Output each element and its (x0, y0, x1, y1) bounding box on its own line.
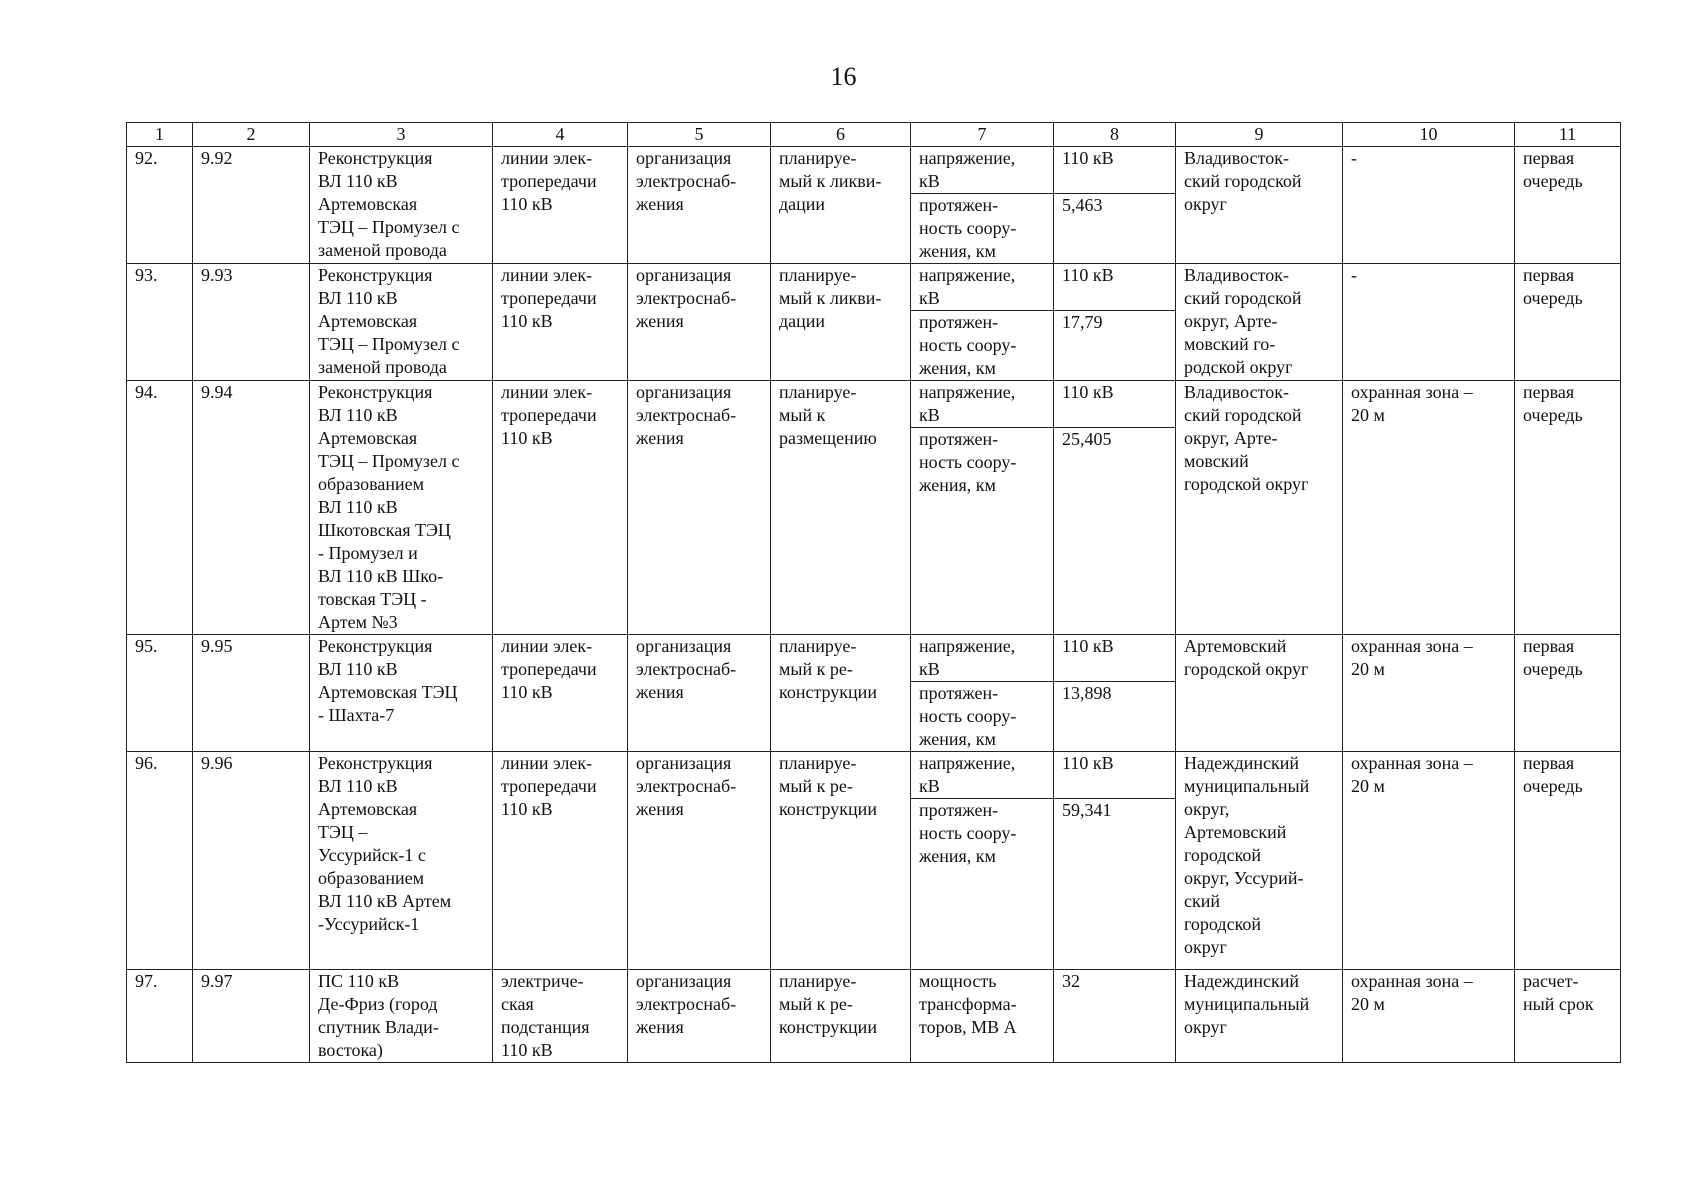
param-name: протяжен- ность соору- жения, км (911, 681, 1053, 751)
param-value: 5,463 (1054, 193, 1175, 217)
param-value: 25,405 (1054, 427, 1175, 451)
object-location: Надеждинский муниципальный округ, Артемовский городской округ, Уссурий- ский городской округ (1176, 752, 1343, 970)
column-header: 10 (1343, 123, 1515, 147)
protection-zone: - (1343, 264, 1515, 381)
table-row (127, 381, 1621, 635)
protection-zone: охранная зона – 20 м (1343, 635, 1515, 752)
object-name: Реконструкция ВЛ 110 кВ Артемовская ТЭЦ – Уссурийск-1 с образованием ВЛ 110 кВ Артем -Уссурийск-1 (310, 752, 493, 970)
param-value: 110 кВ (1062, 148, 1114, 168)
param-value: 17,79 (1054, 310, 1175, 334)
object-location: Владивосток- ский городской округ, Арте- мовский го- родской округ (1176, 264, 1343, 381)
param-value: 110 кВ (1062, 753, 1114, 773)
object-purpose: организация электроснаб- жения (628, 752, 771, 970)
param-name: протяжен- ность соору- жения, км (911, 310, 1053, 380)
param-names (911, 147, 1054, 264)
row-code: 9.97 (193, 970, 310, 1063)
object-purpose: организация электроснаб- жения (628, 970, 771, 1063)
param-name: напряжение, кВ (919, 265, 1016, 308)
param-values (1054, 752, 1176, 970)
param-name: напряжение, кВ (919, 636, 1016, 679)
param-names (911, 752, 1054, 970)
param-name: напряжение, кВ (919, 753, 1016, 796)
param-values (1054, 970, 1176, 1063)
row-number: 94. (127, 381, 193, 635)
object-name: Реконструкция ВЛ 110 кВ Артемовская ТЭЦ – Промузел с образованием ВЛ 110 кВ Шкотовская ТЭЦ - Промузел и ВЛ 110 кВ Шко- товская ТЭЦ - Артем №3 (310, 381, 493, 635)
row-code: 9.96 (193, 752, 310, 970)
column-header: 9 (1176, 123, 1343, 147)
object-purpose: организация электроснаб- жения (628, 635, 771, 752)
param-names (911, 381, 1054, 635)
param-values (1054, 147, 1176, 264)
param-value: 32 (1062, 971, 1080, 991)
object-location: Владивосток- ский городской округ (1176, 147, 1343, 264)
object-type: линии элек- тропередачи 110 кВ (493, 752, 628, 970)
column-header: 6 (771, 123, 911, 147)
column-header: 3 (310, 123, 493, 147)
column-header: 4 (493, 123, 628, 147)
page-number: 16 (830, 62, 857, 91)
protection-zone: охранная зона – 20 м (1343, 752, 1515, 970)
row-code: 9.93 (193, 264, 310, 381)
param-name: протяжен- ность соору- жения, км (911, 798, 1053, 868)
object-name: ПС 110 кВ Де-Фриз (город спутник Влади- востока) (310, 970, 493, 1063)
object-type: линии элек- тропередачи 110 кВ (493, 264, 628, 381)
object-name: Реконструкция ВЛ 110 кВ Артемовская ТЭЦ - Шахта-7 (310, 635, 493, 752)
row-code: 9.92 (193, 147, 310, 264)
object-status: планируе- мый к ре- конструкции (771, 970, 911, 1063)
param-name: напряжение, кВ (919, 148, 1016, 191)
column-header: 2 (193, 123, 310, 147)
object-type: линии элек- тропередачи 110 кВ (493, 147, 628, 264)
object-type: электриче- ская подстанция 110 кВ (493, 970, 628, 1063)
object-name: Реконструкция ВЛ 110 кВ Артемовская ТЭЦ – Промузел с заменой провода (310, 264, 493, 381)
param-values (1054, 635, 1176, 752)
implementation-stage: первая очередь (1515, 635, 1621, 752)
row-number: 96. (127, 752, 193, 970)
object-type: линии элек- тропередачи 110 кВ (493, 635, 628, 752)
param-name: протяжен- ность соору- жения, км (911, 427, 1053, 497)
param-name: напряжение, кВ (919, 382, 1016, 425)
row-code: 9.95 (193, 635, 310, 752)
row-number: 92. (127, 147, 193, 264)
objects-table (126, 122, 1621, 1063)
column-header: 8 (1054, 123, 1176, 147)
column-header: 7 (911, 123, 1054, 147)
object-purpose: организация электроснаб- жения (628, 264, 771, 381)
object-type: линии элек- тропередачи 110 кВ (493, 381, 628, 635)
param-names (911, 264, 1054, 381)
protection-zone: - (1343, 147, 1515, 264)
implementation-stage: первая очередь (1515, 264, 1621, 381)
implementation-stage: первая очередь (1515, 752, 1621, 970)
param-values (1054, 381, 1176, 635)
implementation-stage: первая очередь (1515, 381, 1621, 635)
object-name: Реконструкция ВЛ 110 кВ Артемовская ТЭЦ – Промузел с заменой провода (310, 147, 493, 264)
object-location: Надеждинский муниципальный округ (1176, 970, 1343, 1063)
param-value: 59,341 (1054, 798, 1175, 822)
object-location: Артемовский городской округ (1176, 635, 1343, 752)
object-location: Владивосток- ский городской округ, Арте- мовский городской округ (1176, 381, 1343, 635)
row-code: 9.94 (193, 381, 310, 635)
param-value: 13,898 (1054, 681, 1175, 705)
row-number: 93. (127, 264, 193, 381)
param-names (911, 970, 1054, 1063)
header-row (127, 123, 1621, 147)
protection-zone: охранная зона – 20 м (1343, 381, 1515, 635)
object-status: планируе- мый к ре- конструкции (771, 752, 911, 970)
object-purpose: организация электроснаб- жения (628, 381, 771, 635)
table-row (127, 264, 1621, 381)
param-name: мощность трансформа- торов, МВ А (919, 971, 1017, 1037)
param-name: протяжен- ность соору- жения, км (911, 193, 1053, 263)
object-purpose: организация электроснаб- жения (628, 147, 771, 264)
row-number: 97. (127, 970, 193, 1063)
param-values (1054, 264, 1176, 381)
protection-zone: охранная зона – 20 м (1343, 970, 1515, 1063)
column-header: 5 (628, 123, 771, 147)
object-status: планируе- мый к размещению (771, 381, 911, 635)
implementation-stage: расчет- ный срок (1515, 970, 1621, 1063)
param-value: 110 кВ (1062, 636, 1114, 656)
object-status: планируе- мый к ликви- дации (771, 147, 911, 264)
param-names (911, 635, 1054, 752)
object-status: планируе- мый к ре- конструкции (771, 635, 911, 752)
object-status: планируе- мый к ликви- дации (771, 264, 911, 381)
table-row (127, 635, 1621, 752)
param-value: 110 кВ (1062, 265, 1114, 285)
table-row (127, 970, 1621, 1063)
table-row (127, 752, 1621, 970)
column-header: 11 (1515, 123, 1621, 147)
table-row (127, 147, 1621, 264)
column-header: 1 (127, 123, 193, 147)
row-number: 95. (127, 635, 193, 752)
implementation-stage: первая очередь (1515, 147, 1621, 264)
param-value: 110 кВ (1062, 382, 1114, 402)
